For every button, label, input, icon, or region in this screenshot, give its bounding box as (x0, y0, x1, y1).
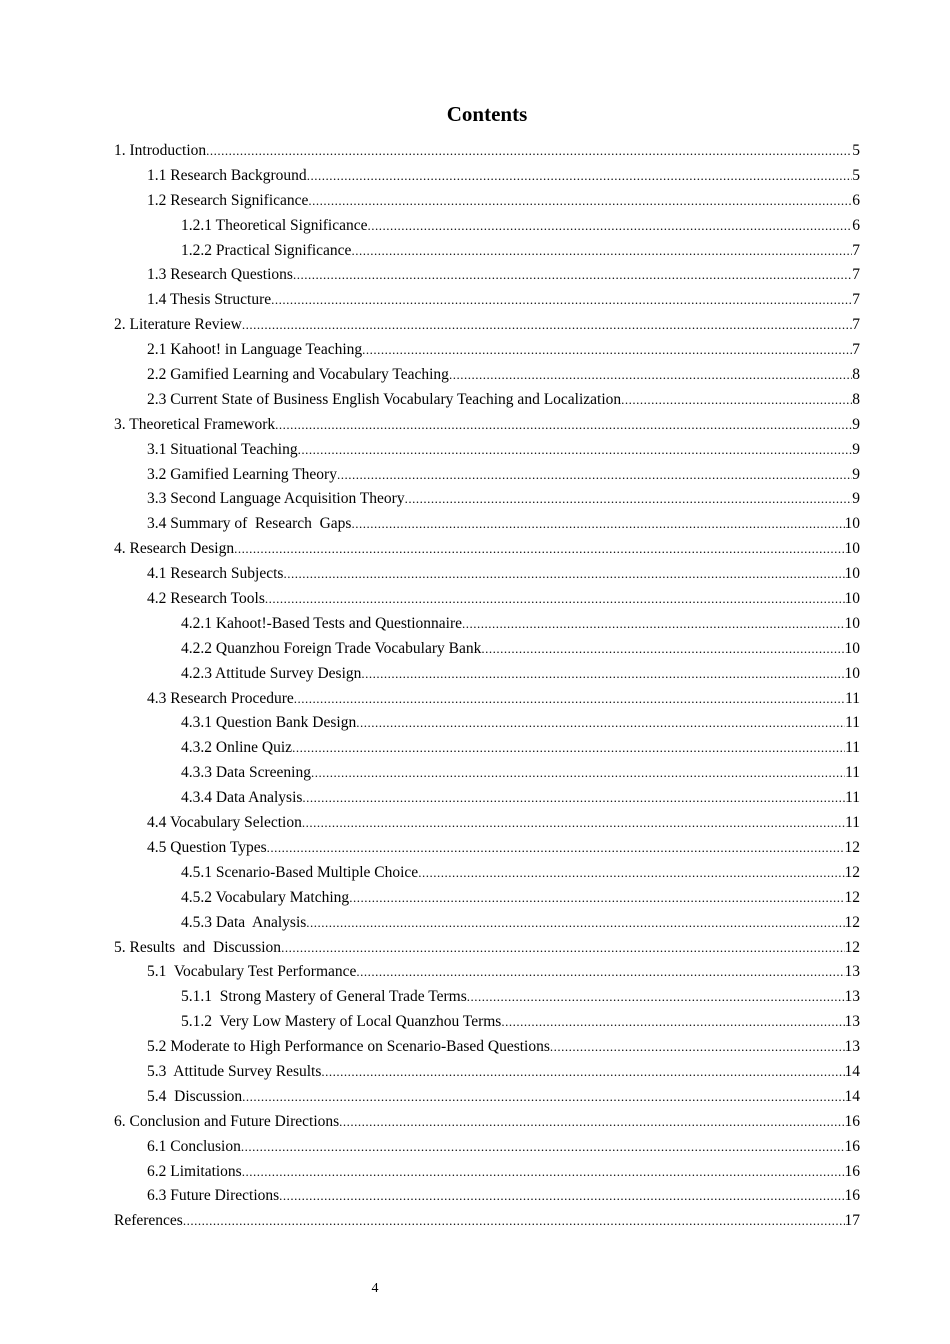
toc-entry-title: 4.3.2 Online Quiz (181, 739, 293, 757)
dot-leader (351, 516, 844, 532)
toc-entry-page: 9 (852, 465, 860, 483)
toc-entry-page: 11 (845, 764, 860, 782)
toc-entry-title: 4.5.2 Vocabulary Matching (181, 888, 350, 906)
dot-leader (241, 1139, 845, 1155)
toc-entry-title: 3. Theoretical Framework (114, 415, 276, 433)
dot-leader (302, 790, 845, 806)
toc-entry-page: 12 (844, 838, 860, 856)
toc-entry[interactable] (114, 266, 860, 291)
toc-entry-page: 6 (852, 191, 860, 209)
toc-entry-title: 1. Introduction (114, 142, 207, 159)
toc-entry-title: 4.5.1 Scenario-Based Multiple Choice (181, 863, 419, 881)
toc-entry[interactable] (114, 615, 860, 640)
table-of-contents (114, 142, 860, 1237)
toc-entry[interactable] (114, 1038, 860, 1063)
toc-entry-page: 8 (852, 366, 860, 384)
toc-entry-title: 1.2.2 Practical Significance (181, 241, 352, 259)
toc-entry[interactable] (114, 242, 860, 267)
dot-leader (265, 591, 845, 607)
dot-leader (283, 566, 844, 582)
toc-entry-title: 1.1 Research Background (147, 166, 307, 184)
toc-entry[interactable] (114, 764, 860, 789)
toc-entry[interactable] (114, 540, 860, 565)
toc-entry[interactable] (114, 665, 860, 690)
toc-entry-title: 5.1.2 Very Low Mastery of Local Quanzhou Terms (181, 1013, 502, 1031)
toc-entry-title: 2.2 Gamified Learning and Vocabulary Teaching (147, 366, 449, 384)
toc-entry-title: 6. Conclusion and Future Directions (114, 1112, 340, 1130)
dot-leader (302, 815, 845, 831)
dot-leader (368, 218, 853, 234)
toc-entry-title: 1.3 Research Questions (147, 266, 293, 284)
toc-entry[interactable] (114, 590, 860, 615)
dot-leader (467, 989, 845, 1005)
dot-leader (349, 890, 844, 906)
dot-leader (242, 1164, 845, 1180)
toc-entry-page: 16 (844, 1137, 860, 1155)
toc-entry-title: 4.2.1 Kahoot!-Based Tests and Questionnaire (181, 614, 463, 632)
toc-entry-title: References (114, 1212, 183, 1230)
toc-entry[interactable] (114, 1212, 860, 1237)
toc-entry-page: 10 (844, 515, 860, 533)
toc-entry[interactable] (114, 963, 860, 988)
dot-leader (550, 1039, 845, 1055)
toc-entry-page: 9 (852, 440, 860, 458)
toc-entry[interactable] (114, 1088, 860, 1113)
dot-leader (361, 666, 844, 682)
toc-entry-title: 6.1 Conclusion (147, 1137, 241, 1155)
toc-entry-title: 2.1 Kahoot! in Language Teaching (147, 341, 363, 359)
toc-entry[interactable] (114, 640, 860, 665)
toc-entry-page: 17 (844, 1212, 860, 1230)
toc-entry-page: 11 (845, 814, 860, 832)
dot-leader (308, 193, 852, 209)
dot-leader (362, 342, 852, 358)
dot-leader (405, 491, 853, 507)
toc-entry-title: 1.4 Thesis Structure (147, 291, 272, 309)
dot-leader (307, 168, 853, 184)
toc-entry-page: 10 (844, 590, 860, 608)
toc-entry-page: 14 (844, 1062, 860, 1080)
toc-entry-title: 4.3 Research Procedure (147, 689, 294, 707)
toc-entry[interactable] (114, 490, 860, 515)
toc-entry[interactable] (114, 839, 860, 864)
page-number: 4 (371, 1281, 379, 1296)
toc-entry-page: 12 (844, 938, 860, 956)
dot-leader (281, 940, 844, 956)
dot-leader (481, 641, 844, 657)
toc-entry-title: 4.4 Vocabulary Selection (147, 814, 302, 832)
toc-entry-title: 3.2 Gamified Learning Theory (147, 465, 337, 483)
toc-entry-title: 5.2 Moderate to High Performance on Scenario-Based Questions (147, 1038, 550, 1056)
toc-entry-page: 5 (852, 166, 860, 184)
toc-entry-page: 10 (844, 540, 860, 558)
dot-leader (501, 1014, 844, 1030)
toc-entry-title: 6.2 Limitations (147, 1162, 242, 1180)
toc-entry-page: 12 (844, 913, 860, 931)
toc-entry-page: 13 (844, 1038, 860, 1056)
toc-entry[interactable] (114, 441, 860, 466)
toc-entry-title: 5.3 Attitude Survey Results (147, 1062, 322, 1080)
toc-entry-page: 11 (845, 714, 860, 732)
toc-entry-title: 3.1 Situational Teaching (147, 440, 298, 458)
dot-leader (183, 1213, 845, 1229)
toc-entry[interactable] (114, 739, 860, 764)
toc-entry[interactable] (114, 1063, 860, 1088)
toc-entry-title: 4.3.1 Question Bank Design (181, 714, 357, 732)
dot-leader (279, 1188, 844, 1204)
toc-entry[interactable] (114, 988, 860, 1013)
toc-entry[interactable] (114, 167, 860, 192)
toc-entry-page: 5 (852, 142, 860, 159)
toc-entry[interactable] (114, 416, 860, 441)
toc-entry-page: 8 (852, 390, 860, 408)
dot-leader (462, 616, 844, 632)
toc-entry-title: 4.1 Research Subjects (147, 565, 284, 583)
dot-leader (242, 1089, 844, 1105)
dot-leader (306, 915, 844, 931)
dot-leader (293, 267, 852, 283)
dot-leader (298, 442, 853, 458)
dot-leader (449, 367, 852, 383)
dot-leader (206, 143, 852, 159)
toc-entry-page: 11 (845, 739, 860, 757)
dot-leader (267, 840, 845, 856)
toc-entry[interactable] (114, 939, 860, 964)
dot-leader (418, 865, 844, 881)
dot-leader (234, 541, 844, 557)
toc-entry-page: 10 (844, 664, 860, 682)
toc-entry-page: 11 (845, 689, 860, 707)
toc-entry-page: 10 (844, 614, 860, 632)
toc-entry-title: 4.2.2 Quanzhou Foreign Trade Vocabulary Bank (181, 639, 482, 657)
toc-entry[interactable] (114, 466, 860, 491)
toc-entry-title: 5.1.1 Strong Mastery of General Trade Terms (181, 988, 467, 1006)
toc-entry-title: 4. Research Design (114, 540, 235, 558)
dot-leader (339, 1114, 844, 1130)
toc-entry-page: 6 (852, 216, 860, 234)
toc-entry-page: 11 (845, 789, 860, 807)
toc-entry-page: 9 (852, 415, 860, 433)
toc-entry[interactable] (114, 714, 860, 739)
toc-entry-title: 3.3 Second Language Acquisition Theory (147, 490, 405, 508)
dot-leader (621, 392, 852, 408)
toc-entry-page: 14 (844, 1087, 860, 1105)
toc-entry[interactable] (114, 1187, 860, 1212)
toc-entry-title: 1.2 Research Significance (147, 191, 309, 209)
toc-entry-title: 5.4 Discussion (147, 1087, 243, 1105)
dot-leader (321, 1064, 844, 1080)
toc-entry-page: 13 (844, 1013, 860, 1031)
toc-entry-page: 7 (852, 291, 860, 309)
toc-entry[interactable] (114, 914, 860, 939)
toc-entry[interactable] (114, 515, 860, 540)
dot-leader (311, 765, 845, 781)
toc-entry[interactable] (114, 864, 860, 889)
dot-leader (275, 417, 852, 433)
dot-leader (271, 292, 852, 308)
toc-entry[interactable] (114, 565, 860, 590)
toc-entry[interactable] (114, 1163, 860, 1188)
toc-entry[interactable] (114, 217, 860, 242)
dot-leader (351, 243, 852, 259)
toc-entry-title: 6.3 Future Directions (147, 1187, 280, 1205)
dot-leader (292, 740, 845, 756)
dot-leader (356, 715, 845, 731)
toc-entry-page: 7 (852, 341, 860, 359)
toc-entry-title: 5.1 Vocabulary Test Performance (147, 963, 357, 981)
toc-entry[interactable] (114, 789, 860, 814)
toc-entry-title: 2. Literature Review (114, 316, 242, 334)
toc-entry-page: 13 (844, 988, 860, 1006)
toc-entry-page: 10 (844, 639, 860, 657)
toc-entry-title: 4.2.3 Attitude Survey Design (181, 664, 362, 682)
toc-entry-title: 4.5.3 Data Analysis (181, 913, 307, 931)
toc-entry-title: 4.2 Research Tools (147, 590, 265, 608)
toc-entry-title: 1.2.1 Theoretical Significance (181, 216, 368, 234)
toc-entry-page: 16 (844, 1112, 860, 1130)
toc-entry[interactable] (114, 316, 860, 341)
dot-leader (294, 691, 845, 707)
toc-entry[interactable] (114, 142, 860, 167)
toc-entry-page: 16 (844, 1162, 860, 1180)
toc-entry[interactable] (114, 366, 860, 391)
toc-entry-title: 3.4 Summary of Research Gaps (147, 515, 352, 533)
toc-entry-title: 5. Results and Discussion (114, 938, 282, 956)
dot-leader (337, 467, 852, 483)
toc-entry[interactable] (114, 814, 860, 839)
toc-entry-page: 10 (844, 565, 860, 583)
toc-entry-page: 12 (844, 888, 860, 906)
toc-entry-page: 9 (852, 490, 860, 508)
toc-entry-title: 4.3.4 Data Analysis (181, 789, 303, 807)
toc-entry-page: 7 (852, 266, 860, 284)
dot-leader (356, 964, 844, 980)
toc-entry[interactable] (114, 1138, 860, 1163)
toc-entry[interactable] (114, 341, 860, 366)
toc-entry[interactable] (114, 1113, 860, 1138)
toc-entry[interactable] (114, 391, 860, 416)
toc-entry-title: 4.3.3 Data Screening (181, 764, 311, 782)
toc-entry-page: 12 (844, 863, 860, 881)
toc-entry-title: 2.3 Current State of Business English Vocabulary Teaching and Localization (147, 390, 622, 408)
toc-entry[interactable] (114, 291, 860, 316)
toc-entry-page: 13 (844, 963, 860, 981)
page-title: Contents (446, 102, 528, 126)
dot-leader (242, 317, 852, 333)
toc-entry[interactable] (114, 192, 860, 217)
toc-entry-page: 16 (844, 1187, 860, 1205)
toc-entry[interactable] (114, 889, 860, 914)
toc-entry-page: 7 (852, 241, 860, 259)
toc-entry[interactable] (114, 690, 860, 715)
toc-entry-page: 7 (852, 316, 860, 334)
toc-entry[interactable] (114, 1013, 860, 1038)
toc-entry-title: 4.5 Question Types (147, 838, 267, 856)
